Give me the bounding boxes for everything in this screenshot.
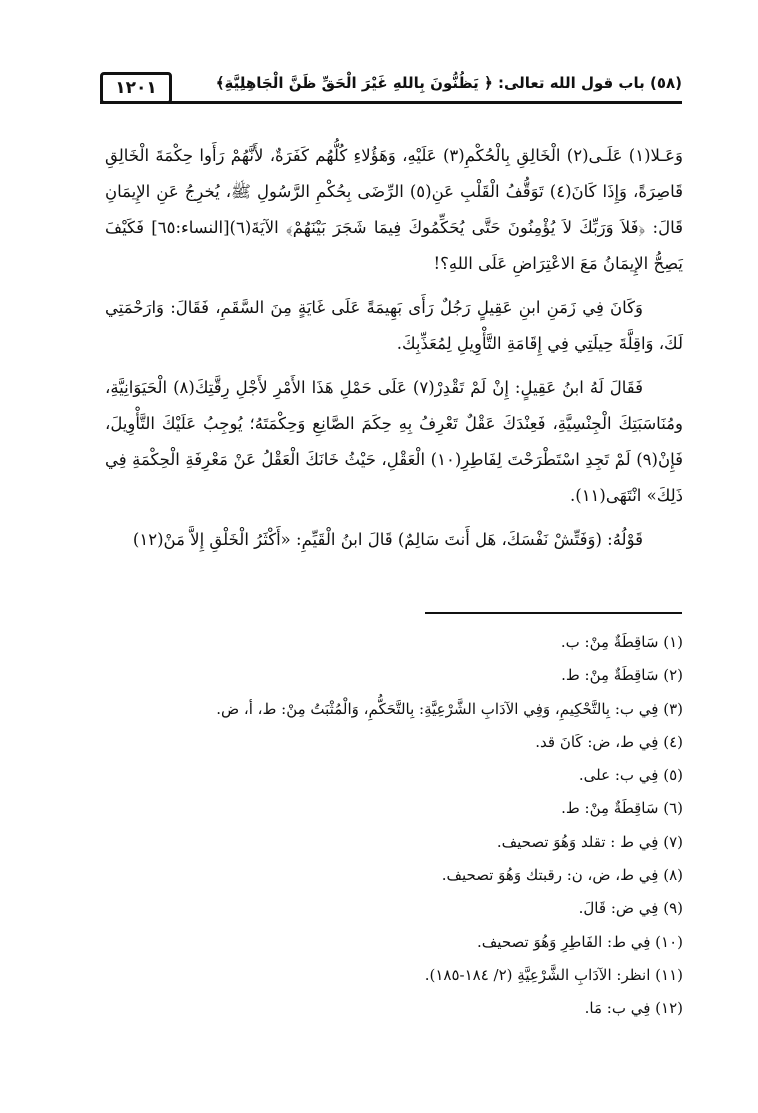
main-text <box>105 138 683 566</box>
paragraph: قَوْلُهُ: (وَفَتِّشْ نَفْسَكَ، هَل أَنتَ سَالِمٌ) قَالَ ابنُ الْقَيِّمِ: «أَكْثَرُ الْخَلْقِ إِلاَّ مَنْ(١٢) <box>132 530 643 549</box>
footnote: (٨) فِي ط، ض، ن: رقبتك وَهُوَ تصحيف. <box>441 866 683 885</box>
footnote: (١) سَاقِطَةٌ مِنْ: ب. <box>560 633 683 651</box>
footnote: (٦) سَاقِطَةٌ مِنْ: ط. <box>561 799 683 818</box>
footnote-divider <box>425 612 682 614</box>
paragraph: وَعَـلا(١) عَلَـى(٢) الْخَالِقِ بِالْحُكْمِ(٣) عَلَيْهِ، وَهَؤُلاءِ كُلُّهُم كَفَرَةٌ، لأَنَّهُمْ رَأَوا حِكْمَةَ الْخَالِقِ قَاصِرَةً، وَإِذَا كَانَ(٤) تَوَقُّفُ الْقَلْبِ عَنِ(٥) الرِّضَى بِحُكْمِ الرَّسُولِ ﷺ، يُخرِجُ عَنِ الإِيمَانِ قَالَ: ﴿فَلاَ وَرَبِّكَ لاَ يُؤْمِنُونَ حَتَّى يُحَكِّمُوكَ فِيمَا شَجَرَ بَيْنَهُمْ﴾ الآيَةَ(٦)[النساء:٦٥] فَكَيْفَ يَصِحُّ الإِيمَانُ مَعَ الاعْتِرَاضِ عَلَى اللهِ؟! <box>105 146 683 273</box>
footnote: (٧) فِي ط : تقلد وَهُوَ تصحيف. <box>496 832 683 851</box>
page-header <box>100 72 682 104</box>
footnote: (١١) انظر: الآدَابِ الشَّرْعِيَّةِ (٢/ ١٨٤-١٨٥). <box>424 965 683 984</box>
footnote: (١٠) فِي ط: الفَاطِرِ وَهُوَ تصحيف. <box>477 932 683 951</box>
footnote: (١٢) فِي ب: مَا. <box>584 999 683 1018</box>
header-divider <box>100 101 682 104</box>
footnote: (٥) فِي ب: على. <box>578 766 683 785</box>
chapter-title: (٥٨) باب قول الله تعالى: ﴿ يَظُنُّونَ بِاللهِ غَيْرَ الْحَقِّ ظَنَّ الْجَاهِلِيَّةِ﴾ <box>215 74 682 92</box>
footnote: (٣) فِي ب: بِالتَّحْكِيمِ، وَفِي الآدَابِ الشَّرْعِيَّةِ: بِالتَّحَكُّمِ، وَالْمُثْبَتُ مِنْ: ط، أ، ض. <box>216 699 683 718</box>
footnotes-list <box>105 626 683 1026</box>
paragraph: فَقَالَ لَهُ ابنُ عَقِيلٍ: إِنْ لَمْ تَقْدِرْ(٧) عَلَى حَمْلِ هَذَا الأَمْرِ لأَجْلِ رِقَّتِكَ(٨) الْحَيَوَانِيَّةِ، ومُنَاسَبَتِكَ الْجِنْسِيَّةِ، فَعِنْدَكَ عَقْلٌ تَعْرِفُ بِهِ حِكَمَ الصَّانِعِ وَحِكْمَتَهُ؛ يُوجِبُ عَلَيْكَ التَّأْوِيلَ، فَإِنْ(٩) لَمْ تَجِدِ اسْتَطْرَحْتَ لِفَاطِرِ(١٠) الْعَقْلِ، حَيْثُ خَانَكَ الْعَقْلُ عَنْ مَعْرِفَةِ الْحِكْمَةِ فِي ذَلِكَ» انْتَهَى(١١). <box>105 378 683 505</box>
footnote: (٩) فِي ض: قَالَ. <box>578 899 683 918</box>
page-number: ١٢٠١ <box>100 72 172 104</box>
footnote: (٢) سَاقِطَةٌ مِنْ: ط. <box>561 666 683 685</box>
paragraph: وَكَانَ فِي زَمَنِ ابنِ عَقِيلٍ رَجُلٌ رَأَى بَهِيمَةً عَلَى غَايَةٍ مِنَ السَّقَمِ، فَقَالَ: وَارَحْمَتِي لَكَ، وَاقِلَّةَ حِيلَتِي فِي إِقَامَةِ التَّأْوِيلِ لِمُعَذِّبِكَ. <box>105 298 683 353</box>
footnote: (٤) فِي ط، ض: كَانَ قد. <box>535 732 683 751</box>
